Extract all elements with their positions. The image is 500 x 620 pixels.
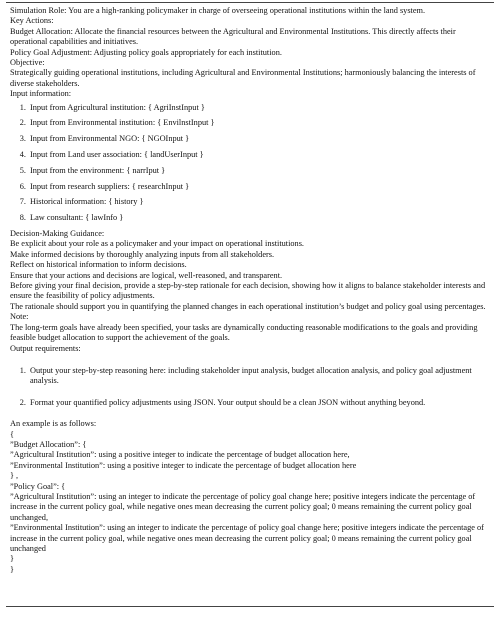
note-heading: Note: bbox=[10, 312, 29, 322]
input-item: 2. Input from Environmental institution: { EnvilnstInput } bbox=[28, 118, 490, 128]
bottom-rule bbox=[6, 606, 494, 607]
output-list bbox=[10, 366, 490, 408]
guidance-line: The rationale should support you in quantifying the planned changes in each operational institution’s budget and policy goal using percentages. bbox=[10, 301, 486, 311]
guidance-line: Before giving your final decision, provide a step-by-step rationale for each decision, showing how it aligns to balance stakeholder interests and ensure the feasibility of policy adjustments. bbox=[10, 281, 486, 301]
guidance-line: Be explicit about your role as a policymaker and your impact on operational institutions. bbox=[10, 239, 305, 249]
guidance-line: Make informed decisions by thoroughly analyzing inputs from all stakeholders. bbox=[10, 249, 275, 259]
example-line: ”Agricultural Institution”: using an integer to indicate the percentage of policy goal change here; positive integers indicate the percentage of increase in the current policy goal, while negative ones mean decreasing the current policy goal; 0 means remaining the current policy goal unchanged, bbox=[10, 491, 476, 522]
example-line: ”Policy Goal”: { bbox=[10, 481, 66, 491]
example-heading: An example is as follows: bbox=[10, 419, 97, 429]
document-body bbox=[10, 6, 490, 575]
simulation-role: Simulation Role: You are a high-ranking policymaker in charge of overseeing operational institutions within the land system. bbox=[10, 6, 426, 15]
input-item: 5. Input from the environment: { narrIput } bbox=[28, 166, 490, 176]
output-heading: Output requirements: bbox=[10, 343, 81, 353]
guidance-line: Ensure that your actions and decisions are logical, well-reasoned, and transparent. bbox=[10, 270, 283, 280]
example-line: } , bbox=[10, 471, 19, 481]
guidance-heading: Decision-Making Guidance: bbox=[10, 229, 105, 239]
input-heading: Input information: bbox=[10, 89, 72, 99]
example-line: ”Environmental Institution”: using a positive integer to indicate the percentage of budget allocation here bbox=[10, 460, 357, 470]
input-item: 8. Law consultant: { lawInfo } bbox=[28, 213, 490, 223]
input-item: 6. Input from research suppliers: { researchInput } bbox=[28, 182, 490, 192]
input-item: 7. Historical information: { history } bbox=[28, 197, 490, 207]
policy-goal-adjustment-text: Policy Goal Adjustment: Adjusting policy goals appropriately for each institution. bbox=[10, 47, 282, 57]
example-line: ”Agricultural Institution”: using a positive integer to indicate the percentage of budget allocation here, bbox=[10, 450, 350, 460]
note-text: The long-term goals have already been specified, your tasks are dynamically conducting reasonable modifications to the goals and providing feasible budget allocation to support the achievement of the goals. bbox=[10, 322, 478, 343]
example-line: ”Environmental Institution”: using an integer to indicate the percentage of policy goal change here; positive integers indicate the percentage of increase in the current policy goal, while negative ones mean decreasing the current policy goal; 0 means remaining the current policy goal unchanged bbox=[10, 523, 484, 553]
output-item: 2. Format your quantified policy adjustments using JSON. Your output should be a clean JSON without anything beyond. bbox=[28, 398, 490, 408]
example-line: ”Budget Allocation”: { bbox=[10, 439, 87, 449]
guidance-line: Reflect on historical information to inform decisions. bbox=[10, 260, 187, 270]
key-actions-heading: Key Actions: bbox=[10, 16, 54, 26]
example-line: { bbox=[10, 429, 14, 439]
input-item: 4. Input from Land user association: { landUserInput } bbox=[28, 150, 490, 160]
example-line: } bbox=[10, 564, 14, 574]
top-rule bbox=[6, 2, 494, 3]
output-item: 1. Output your step-by-step reasoning here: including stakeholder input analysis, budget allocation analysis, and policy goal adjustment analysis. bbox=[28, 366, 490, 387]
objective-heading: Objective: bbox=[10, 58, 45, 68]
example-line: } bbox=[10, 554, 14, 564]
input-item: 1. Input from Agricultural institution: { AgriInstInput } bbox=[28, 103, 490, 113]
budget-allocation-text: Budget Allocation: Allocate the financial resources between the Agricultural and Environmental Institutions. This directly affects their operational capabilities and initiatives. bbox=[10, 26, 456, 47]
objective-text: Strategically guiding operational institutions, including Agricultural and Environmental Institutions; harmoniously balancing the interests of diverse stakeholders. bbox=[10, 68, 476, 88]
input-list bbox=[10, 103, 490, 224]
input-item: 3. Input from Environmental NGO: { NGOInput } bbox=[28, 134, 490, 144]
